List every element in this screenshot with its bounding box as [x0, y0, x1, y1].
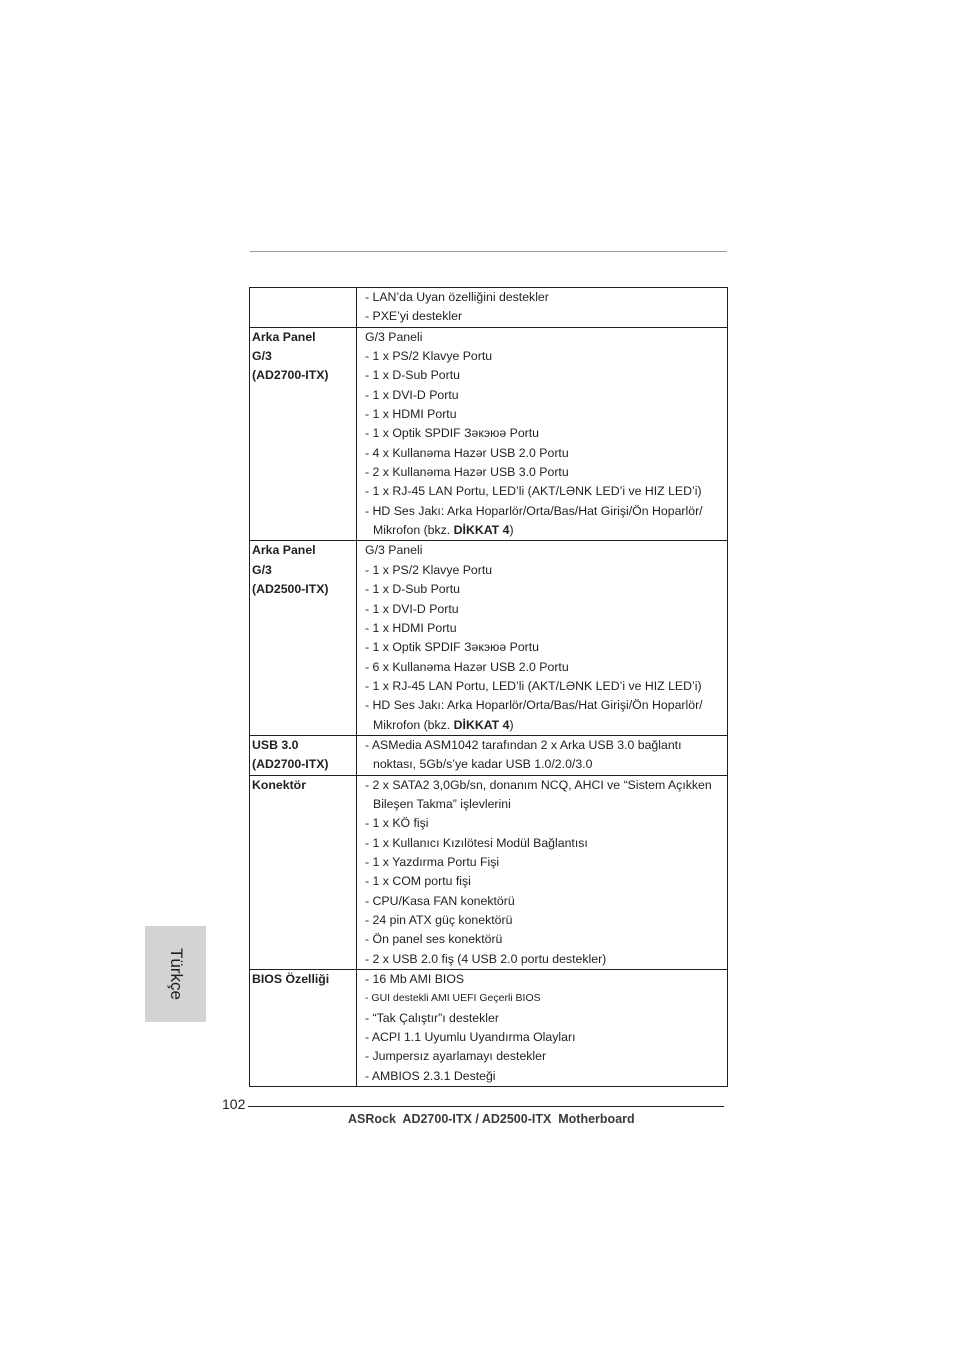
spec-line: - 1 x RJ-45 LAN Portu, LED’li (AKT/LƏNK LED’i ve HIZ LED’i): [365, 678, 702, 693]
row-label-line: Arka Panel: [252, 329, 316, 344]
row-label: [250, 541, 357, 735]
spec-line: - Jumpersız ayarlamayı destekler: [365, 1049, 547, 1064]
spec-text: ): [509, 523, 514, 538]
spec-line: - 1 x DVI-D Portu: [365, 601, 459, 616]
spec-line: - LAN’da Uyan özelliğini destekler: [365, 290, 549, 304]
spec-text: Mikrofon (bkz.: [373, 717, 454, 732]
row-label-line: USB 3.0: [252, 737, 299, 752]
spec-line: - Ön panel ses konektörü: [365, 932, 503, 947]
language-tab: [145, 926, 206, 1022]
spec-line: - 16 Mb AMI BIOS: [365, 972, 465, 987]
row-values: [357, 288, 728, 328]
spec-text: ): [509, 717, 514, 732]
spec-line: - HD Ses Jakı: Arka Hoparlör/Orta/Bas/Hat Girişi/Ön Hoparlör/: [365, 503, 703, 518]
spec-line: - 1 x Optik SPDIF Зəкэюə Portu: [365, 426, 540, 441]
spec-line: - 1 x Optik SPDIF Зəкэюə Portu: [365, 640, 540, 655]
spec-line: Bileşen Takma” işlevlerini: [373, 796, 511, 811]
footer-title: ASRock AD2700-ITX / AD2500-ITX Motherboard: [348, 1112, 635, 1126]
row-label-line: G/3: [252, 562, 272, 577]
page-number: 102: [222, 1096, 246, 1112]
spec-line: - 1 x Kullanıcı Kızılötesi Modül Bağlantısı: [365, 835, 588, 850]
row-label-line: G/3: [252, 349, 272, 364]
row-label: [250, 288, 357, 328]
row-label-line: (AD2700-ITX): [252, 757, 329, 772]
spec-line: G/3 Paneli: [365, 329, 423, 344]
note-reference: DİKKAT 4: [453, 717, 510, 732]
table-row: [250, 327, 728, 541]
spec-line: - 1 x COM portu fişi: [365, 874, 471, 889]
spec-line: - ASMedia ASM1042 tarafından 2 x Arka USB 3.0 bağlantı: [365, 737, 682, 752]
spec-line: - 1 x PS/2 Klavye Portu: [365, 562, 493, 577]
spec-line: - 1 x PS/2 Klavye Portu: [365, 349, 493, 364]
row-values: [357, 735, 728, 775]
spec-table: [249, 287, 728, 1087]
note-reference: DİKKAT 4: [453, 523, 510, 538]
spec-line: - PXE’yi destekler: [365, 309, 463, 324]
table-row: [250, 288, 728, 328]
row-label-line: BIOS Özelliği: [252, 972, 330, 987]
spec-line: - 1 x Yazdırma Portu Fişi: [365, 854, 500, 869]
spec-line: - 1 x D-Sub Portu: [365, 582, 460, 597]
spec-line: - HD Ses Jakı: Arka Hoparlör/Orta/Bas/Hat Girişi/Ön Hoparlör/: [365, 698, 703, 713]
spec-line: - ACPI 1.1 Uyumlu Uyandırma Olayları: [365, 1030, 576, 1045]
row-label: [250, 775, 357, 969]
spec-line: - CPU/Kasa FAN konektörü: [365, 893, 515, 908]
spec-line: - 4 x Kullanəma Hazər USB 2.0 Portu: [365, 445, 569, 460]
language-tab-label: Türkçe: [166, 948, 186, 1000]
spec-line: - 1 x RJ-45 LAN Portu, LED’li (AKT/LƏNK LED’i ve HIZ LED’i): [365, 484, 702, 499]
row-values: [357, 327, 728, 541]
row-label: [250, 327, 357, 541]
spec-text: Mikrofon (bkz.: [373, 523, 454, 538]
spec-line: - 1 x D-Sub Portu: [365, 368, 460, 383]
spec-line: [365, 716, 727, 735]
header-rule: [250, 251, 727, 252]
spec-line: [365, 521, 727, 540]
row-label: [250, 970, 357, 1087]
spec-line: - 1 x DVI-D Portu: [365, 387, 459, 402]
table-row: [250, 541, 728, 735]
spec-line: G/3 Paneli: [365, 543, 423, 558]
spec-line: - AMBIOS 2.3.1 Desteği: [365, 1068, 496, 1083]
row-label: [250, 735, 357, 775]
spec-line: - 6 x Kullanəma Hazər USB 2.0 Portu: [365, 659, 569, 674]
spec-line: - 24 pin ATX güç konektörü: [365, 913, 513, 927]
spec-line: - 2 x USB 2.0 fiş (4 USB 2.0 portu destekler): [365, 951, 607, 966]
spec-line: noktası, 5Gb/s’ye kadar USB 1.0/2.0/3.0: [373, 757, 593, 772]
table-row: [250, 970, 728, 1087]
table-row: [250, 735, 728, 775]
row-label-line: Konektör: [252, 777, 306, 792]
spec-line: - 2 x Kullanəma Hazər USB 3.0 Portu: [365, 465, 569, 480]
row-label-line: Arka Panel: [252, 543, 316, 558]
spec-line: - “Tak Çalıştır”ı destekler: [365, 1010, 499, 1025]
row-values: [357, 541, 728, 735]
spec-line: - 2 x SATA2 3,0Gb/sn, donanım NCQ, AHCI ve “Sistem Açıkken: [365, 777, 712, 792]
row-label-line: (AD2700-ITX): [252, 368, 329, 383]
spec-line: - 1 x KÖ fişi: [365, 816, 429, 831]
spec-line: - 1 x HDMI Portu: [365, 620, 457, 635]
table-row: [250, 775, 728, 969]
footer-rule: [248, 1106, 724, 1107]
spec-line: - 1 x HDMI Portu: [365, 407, 457, 422]
row-values: [357, 775, 728, 969]
row-label-line: (AD2500-ITX): [252, 582, 329, 597]
row-values: [357, 970, 728, 1087]
spec-line: - GUI destekli AMI UEFI Geçerli BIOS: [365, 992, 541, 1005]
